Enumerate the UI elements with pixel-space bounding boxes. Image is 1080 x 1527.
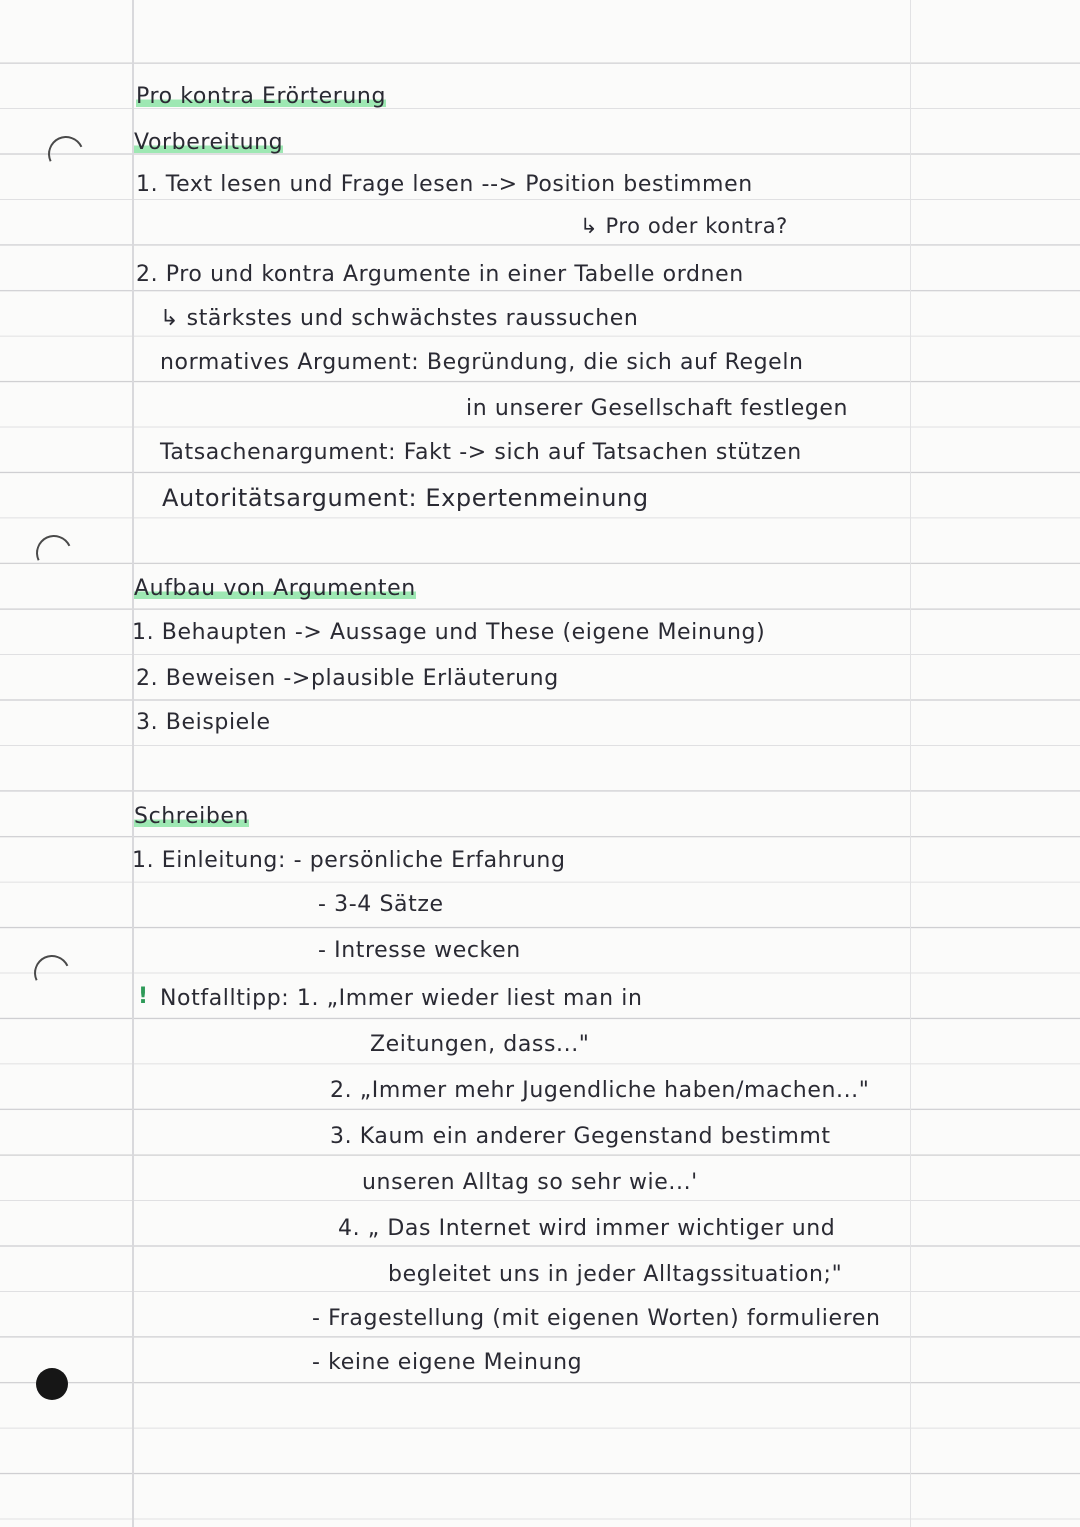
- emergency-tip-4: 4. „ Das Internet wird immer wichtiger und: [338, 1216, 836, 1241]
- section-heading-aufbau: Aufbau von Argumenten: [134, 576, 416, 601]
- step-1-sub: ↳ Pro oder kontra?: [580, 214, 788, 238]
- section-heading-schreiben: Schreiben: [134, 804, 250, 829]
- structure-2: 2. Beweisen ->plausible Erläuterung: [136, 666, 559, 691]
- fact-argument: Tatsachenargument: Fakt -> sich auf Tatsachen stützen: [160, 440, 802, 465]
- right-margin-line: [910, 0, 911, 1527]
- normative-argument: normatives Argument: Begründung, die sich auf Regeln: [160, 350, 804, 375]
- intro-interest: - Intresse wecken: [318, 938, 521, 963]
- emergency-tip-2: 2. „Immer mehr Jugendliche haben/machen...": [330, 1078, 870, 1103]
- emergency-tip-3: 3. Kaum ein anderer Gegenstand bestimmt: [330, 1124, 831, 1149]
- emergency-tip-3-cont: unseren Alltag so sehr wie...': [362, 1170, 698, 1195]
- authority-argument: Autoritätsargument: Expertenmeinung: [162, 484, 649, 512]
- margin-line: [132, 0, 134, 1527]
- binder-hole: [43, 131, 89, 177]
- intro-sentences: - 3-4 Sätze: [318, 892, 444, 917]
- normative-argument-cont: in unserer Gesellschaft festlegen: [466, 396, 849, 421]
- binder-hole: [36, 1368, 68, 1400]
- section-heading-vorbereitung: Vorbereitung: [134, 130, 284, 155]
- emergency-tip: Notfalltipp: 1. „Immer wieder liest man in: [160, 986, 643, 1011]
- step-2-sub: ↳ stärkstes und schwächstes raussuchen: [160, 306, 639, 331]
- step-2: 2. Pro und kontra Argumente in einer Tabelle ordnen: [136, 262, 744, 287]
- step-1: 1. Text lesen und Frage lesen --> Position bestimmen: [136, 172, 753, 197]
- question-item: - Fragestellung (mit eigenen Worten) formulieren: [312, 1306, 881, 1331]
- emergency-tip-1-cont: Zeitungen, dass...": [370, 1032, 590, 1057]
- emergency-tip-4-cont: begleitet uns in jeder Alltagssituation;": [388, 1262, 843, 1287]
- page-title: Pro kontra Erörterung: [136, 84, 387, 109]
- intro: 1. Einleitung: - persönliche Erfahrung: [132, 848, 566, 873]
- structure-3: 3. Beispiele: [136, 710, 271, 735]
- binder-hole: [29, 950, 75, 996]
- structure-1: 1. Behaupten -> Aussage und These (eigene Meinung): [132, 620, 766, 645]
- binder-hole: [31, 530, 77, 576]
- no-opinion-item: - keine eigene Meinung: [312, 1350, 583, 1375]
- emergency-mark-icon: !: [138, 984, 149, 1009]
